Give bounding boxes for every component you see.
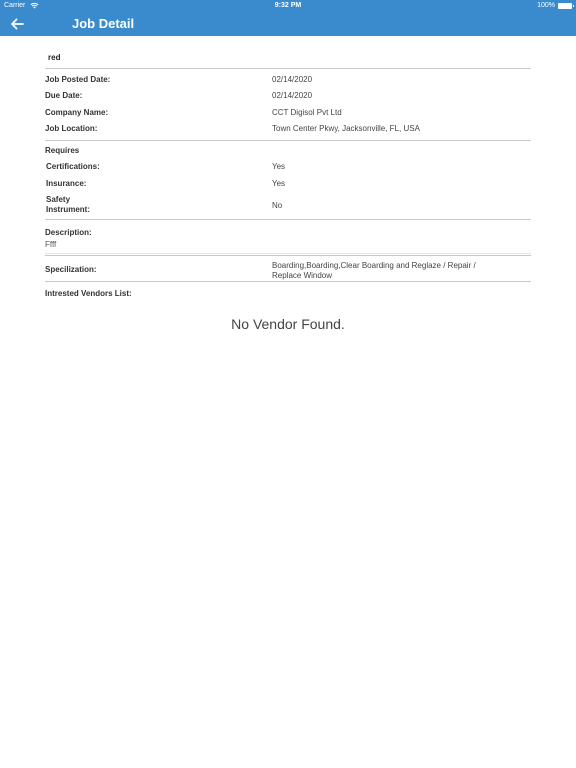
back-arrow-icon[interactable] bbox=[9, 16, 25, 32]
job-posted-date-value: 02/14/2020 bbox=[272, 75, 313, 84]
divider bbox=[45, 140, 531, 141]
safety-instrument-label-line1: Safety bbox=[46, 195, 71, 204]
description-label: Description: bbox=[45, 228, 92, 237]
safety-instrument-label-line2: Instrument: bbox=[46, 205, 90, 214]
page-title: Job Detail bbox=[72, 16, 135, 31]
status-time: 9:32 PM bbox=[274, 2, 302, 9]
no-vendor-message: No Vendor Found. bbox=[231, 316, 345, 332]
certifications-label: Certifications: bbox=[46, 162, 100, 171]
due-date-value: 02/14/2020 bbox=[272, 91, 313, 100]
safety-instrument-value: No bbox=[272, 201, 283, 210]
certifications-value: Yes bbox=[272, 162, 286, 171]
battery-icon bbox=[558, 3, 572, 9]
specialization-value-line2: Replace Window bbox=[272, 271, 333, 280]
job-posted-date-label: Job Posted Date: bbox=[45, 75, 111, 84]
description-value: Ffff bbox=[45, 240, 57, 249]
divider bbox=[45, 219, 531, 220]
job-location-label: Job Location: bbox=[45, 124, 98, 133]
due-date-label: Due Date: bbox=[45, 91, 83, 100]
divider bbox=[45, 253, 531, 254]
insurance-label: Insurance: bbox=[46, 179, 87, 188]
carrier-label: Carrier bbox=[4, 2, 26, 9]
insurance-value: Yes bbox=[272, 179, 286, 188]
specialization-label: Specilization: bbox=[45, 265, 97, 274]
interested-vendors-label: Intrested Vendors List: bbox=[45, 289, 132, 298]
requires-heading: Requires bbox=[45, 146, 80, 155]
divider bbox=[45, 255, 531, 256]
battery-percent: 100% bbox=[537, 2, 555, 9]
job-location-value: Town Center Pkwy, Jacksonville, FL, USA bbox=[272, 124, 420, 133]
company-name-value: CCT Digisol Pvt Ltd bbox=[272, 108, 342, 117]
nav-bar bbox=[0, 12, 576, 36]
divider bbox=[45, 68, 531, 69]
specialization-value-line1: Boarding,Boarding,Clear Boarding and Reglaze / Repair / bbox=[272, 261, 476, 270]
job-title: red bbox=[48, 53, 61, 62]
divider bbox=[45, 281, 531, 282]
company-name-label: Company Name: bbox=[45, 108, 109, 117]
status-bar bbox=[0, 0, 576, 12]
